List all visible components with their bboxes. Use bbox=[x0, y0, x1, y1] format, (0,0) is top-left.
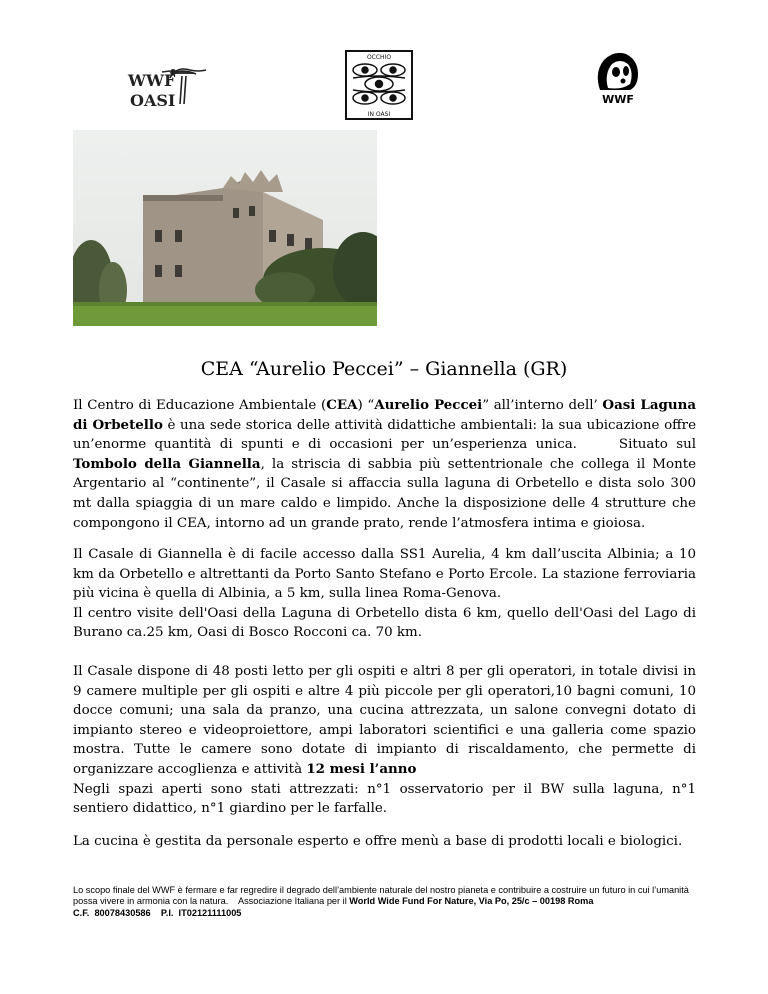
occhio-logo-bottom: IN OASI bbox=[367, 111, 391, 118]
p3-bold-12-mesi: 12 mesi l’anno bbox=[306, 760, 417, 777]
p3-line-2: Negli spazi aperti sono stati attrezzati: n°1 osservatorio per il BW sulla laguna, n°1 sentiero didattico, n°1 giardino per le farfalle. bbox=[73, 781, 696, 817]
casale-photo bbox=[73, 130, 377, 326]
wwf-panda-text: WWF bbox=[602, 93, 634, 106]
paragraph-facilities bbox=[73, 662, 696, 819]
wwf-oasi-line2: OASI bbox=[130, 91, 176, 110]
occhio-in-oasi-logo bbox=[345, 50, 413, 120]
p1-text-2: ) “ bbox=[357, 398, 375, 413]
occhio-logo-top: OCCHIO bbox=[366, 54, 392, 61]
wwf-oasi-line1: WWF bbox=[128, 71, 176, 90]
p1-text-5: , la striscia di sabbia più settentrionale che collega il Monte Argentario al “continente”, il Casale si affaccia sulla laguna di Orbetello e dista solo 300 mt dalla spiaggia di un mare caldo e limpido. Anche la disposizione delle 4 strutture che compongono il CEA, intorno ad un grande prato, rende l’atmosfera intima e gioiosa. bbox=[73, 456, 696, 531]
footer-text: Lo scopo finale del WWF è fermare e far regredire il degrado dell’ambiente naturale del nostro pianeta e contribuire a costruire un futuro in cui l’umanità possa vivere in armonia con la natura. Associazione Italiana per il bbox=[73, 885, 692, 907]
footer bbox=[73, 885, 696, 919]
paragraph-kitchen: La cucina è gestita da personale esperto e offre menù a base di prodotti locali e biologici. bbox=[73, 834, 683, 849]
p1-text-4: è una sede storica delle attività didattiche ambientali: la sua ubicazione offre un’enorme quantità di spunti e di occasioni per un’esperienza unica. Situato sul bbox=[73, 417, 701, 453]
wwf-panda-logo bbox=[592, 50, 644, 106]
footer-fiscal-codes: C.F. 80078430586 P.I. IT02121111005 bbox=[73, 907, 242, 918]
p1-text-3: ” all’interno dell’ bbox=[482, 398, 603, 413]
p1-text-1: Il Centro di Educazione Ambientale ( bbox=[73, 398, 327, 413]
wwf-oasi-logo bbox=[126, 52, 208, 114]
p2-line-1: Il Casale di Giannella è di facile accesso dalla SS1 Aurelia, 4 km dall’uscita Albinia; a 10 km da Orbetello e altrettanti da Porto Santo Stefano e Porto Ercole. La stazione ferroviaria più vicina è quella di Albinia, a 5 km, sulla linea Roma-Genova. bbox=[73, 547, 696, 602]
p2-line-2: Il centro visite dell'Oasi della Laguna di Orbetello dista 6 km, quello dell'Oasi del Lago di Burano ca.25 km, Oasi di Bosco Rocconi ca. 70 km. bbox=[73, 605, 696, 641]
p3-text-1: Il Casale dispone di 48 posti letto per gli ospiti e altri 8 per gli operatori, in totale divisi in 9 camere multiple per gli ospiti e altre 4 più piccole per gli operatori,10 bagni comuni, 10 docce comuni; una sala da pranzo, una cucina attrezzata, un salone convegni dotato di impianto stereo e videoproiettore, ampi laboratori scientifici e una galleria come spazio mostra. Tutte le camere sono dotate di impianto di riscaldamento, che permette di organizzare accoglienza e attività bbox=[73, 664, 696, 777]
document-title: CEA “Aurelio Peccei” – Giannella (GR) bbox=[200, 358, 568, 380]
footer-address: World Wide Fund For Nature, Via Po, 25/c – 00198 Roma bbox=[349, 896, 594, 907]
paragraph-intro bbox=[73, 396, 701, 533]
p1-bold-peccei: Aurelio Peccei bbox=[374, 397, 483, 413]
p1-bold-cea: CEA bbox=[326, 397, 358, 413]
p1-bold-oasi: Oasi Laguna di Orbetello bbox=[73, 397, 697, 433]
p1-bold-tombolo: Tombolo della Giannella bbox=[73, 455, 261, 472]
panda-icon bbox=[598, 53, 638, 90]
paragraph-access bbox=[73, 545, 696, 643]
